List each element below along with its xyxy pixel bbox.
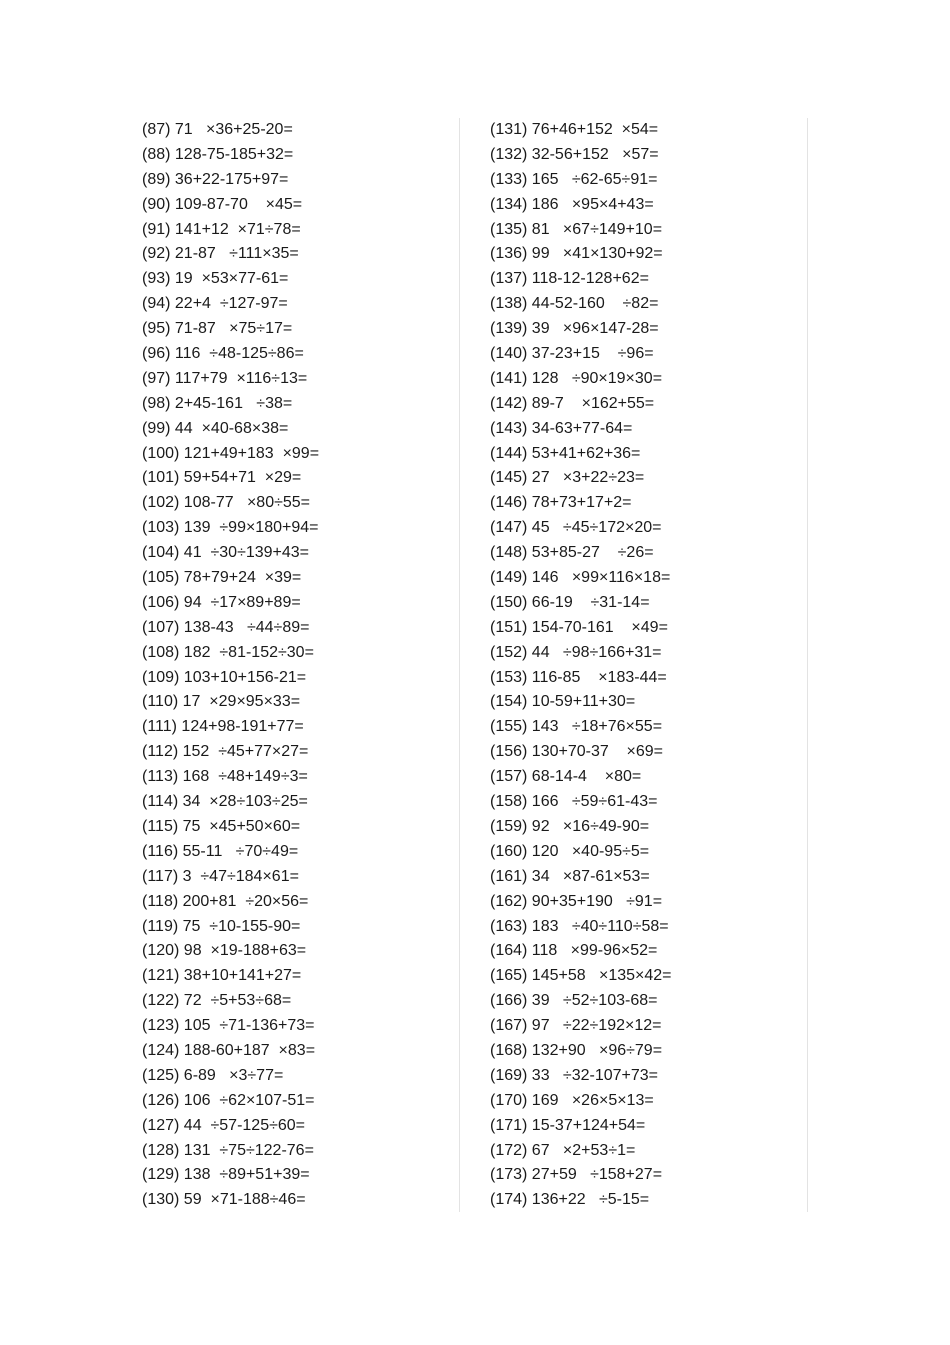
arithmetic-problem: (132) 32-56+152 ×57= xyxy=(490,145,659,163)
arithmetic-problem: (141) 128 ÷90×19×30= xyxy=(490,369,663,387)
arithmetic-problem: (142) 89-7 ×162+55= xyxy=(490,394,655,412)
arithmetic-problem: (106) 94 ÷17×89+89= xyxy=(142,593,301,611)
arithmetic-problem: (108) 182 ÷81-152÷30= xyxy=(142,643,314,661)
arithmetic-problem: (93) 19 ×53×77-61= xyxy=(142,270,289,288)
arithmetic-problem: (147) 45 ÷45÷172×20= xyxy=(490,519,662,537)
arithmetic-problem: (89) 36+22-175+97= xyxy=(142,170,289,188)
arithmetic-problem: (150) 66-19 ÷31-14= xyxy=(490,593,650,611)
arithmetic-problem: (95) 71-87 ×75÷17= xyxy=(142,320,293,338)
arithmetic-problem: (154) 10-59+11+30= xyxy=(490,693,636,711)
arithmetic-problem: (109) 103+10+156-21= xyxy=(142,668,307,686)
arithmetic-problem: (104) 41 ÷30÷139+43= xyxy=(142,544,310,562)
arithmetic-problem: (101) 59+54+71 ×29= xyxy=(142,469,302,487)
arithmetic-problem: (127) 44 ÷57-125÷60= xyxy=(142,1116,306,1134)
arithmetic-problem: (118) 200+81 ÷20×56= xyxy=(142,892,309,910)
arithmetic-problem: (115) 75 ×45+50×60= xyxy=(142,817,301,835)
arithmetic-problem: (152) 44 ÷98÷166+31= xyxy=(490,643,662,661)
arithmetic-problem: (155) 143 ÷18+76×55= xyxy=(490,718,663,736)
arithmetic-problem: (126) 106 ÷62×107-51= xyxy=(142,1091,315,1109)
arithmetic-problem: (112) 152 ÷45+77×27= xyxy=(142,743,309,761)
arithmetic-problem: (124) 188-60+187 ×83= xyxy=(142,1041,316,1059)
arithmetic-problem: (153) 116-85 ×183-44= xyxy=(490,668,667,686)
arithmetic-problem: (110) 17 ×29×95×33= xyxy=(142,693,301,711)
arithmetic-problem: (107) 138-43 ÷44÷89= xyxy=(142,618,310,636)
arithmetic-problem: (97) 117+79 ×116÷13= xyxy=(142,369,308,387)
arithmetic-problem: (163) 183 ÷40÷110÷58= xyxy=(490,917,669,935)
arithmetic-problem: (123) 105 ÷71-136+73= xyxy=(142,1017,315,1035)
arithmetic-problem: (100) 121+49+183 ×99= xyxy=(142,444,320,462)
arithmetic-problem: (113) 168 ÷48+149÷3= xyxy=(142,768,308,786)
arithmetic-problem: (99) 44 ×40-68×38= xyxy=(142,419,289,437)
arithmetic-problem: (138) 44-52-160 ÷82= xyxy=(490,295,659,313)
arithmetic-problem: (170) 169 ×26×5×13= xyxy=(490,1091,654,1109)
arithmetic-problem: (105) 78+79+24 ×39= xyxy=(142,569,302,587)
arithmetic-problem: (167) 97 ÷22÷192×12= xyxy=(490,1017,662,1035)
arithmetic-problem: (143) 34-63+77-64= xyxy=(490,419,633,437)
arithmetic-problem: (149) 146 ×99×116×18= xyxy=(490,569,671,587)
arithmetic-problem: (144) 53+41+62+36= xyxy=(490,444,641,462)
arithmetic-problem: (130) 59 ×71-188÷46= xyxy=(142,1191,306,1209)
arithmetic-problem: (88) 128-75-185+32= xyxy=(142,145,294,163)
arithmetic-problem: (94) 22+4 ÷127-97= xyxy=(142,295,288,313)
arithmetic-problem: (120) 98 ×19-188+63= xyxy=(142,942,307,960)
arithmetic-problem: (98) 2+45-161 ÷38= xyxy=(142,394,293,412)
arithmetic-problem: (145) 27 ×3+22÷23= xyxy=(490,469,645,487)
arithmetic-problem: (156) 130+70-37 ×69= xyxy=(490,743,664,761)
problem-column-right xyxy=(490,118,808,1212)
arithmetic-problem: (129) 138 ÷89+51+39= xyxy=(142,1166,310,1184)
arithmetic-problem: (173) 27+59 ÷158+27= xyxy=(490,1166,663,1184)
arithmetic-problem: (114) 34 ×28÷103÷25= xyxy=(142,793,308,811)
arithmetic-problem: (121) 38+10+141+27= xyxy=(142,967,302,985)
arithmetic-problem: (160) 120 ×40-95÷5= xyxy=(490,842,650,860)
arithmetic-problem: (171) 15-37+124+54= xyxy=(490,1116,646,1134)
arithmetic-problem: (146) 78+73+17+2= xyxy=(490,494,632,512)
arithmetic-problem: (122) 72 ÷5+53÷68= xyxy=(142,992,292,1010)
arithmetic-problem: (151) 154-70-161 ×49= xyxy=(490,618,668,636)
arithmetic-problem: (103) 139 ÷99×180+94= xyxy=(142,519,319,537)
arithmetic-problem: (96) 116 ÷48-125÷86= xyxy=(142,345,304,363)
arithmetic-problem: (134) 186 ×95×4+43= xyxy=(490,195,654,213)
arithmetic-problem: (158) 166 ÷59÷61-43= xyxy=(490,793,658,811)
arithmetic-problem: (133) 165 ÷62-65÷91= xyxy=(490,170,658,188)
arithmetic-problem: (87) 71 ×36+25-20= xyxy=(142,121,293,138)
arithmetic-problem: (148) 53+85-27 ÷26= xyxy=(490,544,654,562)
arithmetic-problem: (136) 99 ×41×130+92= xyxy=(490,245,663,263)
arithmetic-problem: (117) 3 ÷47÷184×61= xyxy=(142,867,299,885)
arithmetic-problem: (92) 21-87 ÷111×35= xyxy=(142,245,299,263)
arithmetic-problem: (137) 118-12-128+62= xyxy=(490,270,649,288)
arithmetic-problem: (128) 131 ÷75÷122-76= xyxy=(142,1141,314,1159)
arithmetic-problem: (159) 92 ×16÷49-90= xyxy=(490,817,650,835)
arithmetic-problem: (131) 76+46+152 ×54= xyxy=(490,121,659,138)
arithmetic-problem: (91) 141+12 ×71÷78= xyxy=(142,220,301,238)
arithmetic-problem: (90) 109-87-70 ×45= xyxy=(142,195,303,213)
arithmetic-problem: (140) 37-23+15 ÷96= xyxy=(490,345,654,363)
arithmetic-problem: (169) 33 ÷32-107+73= xyxy=(490,1066,659,1084)
arithmetic-problem: (111) 124+98-191+77= xyxy=(142,718,304,736)
arithmetic-problem: (119) 75 ÷10-155-90= xyxy=(142,917,301,935)
arithmetic-problem: (157) 68-14-4 ×80= xyxy=(490,768,642,786)
arithmetic-problem: (172) 67 ×2+53÷1= xyxy=(490,1141,636,1159)
arithmetic-problem: (162) 90+35+190 ÷91= xyxy=(490,892,663,910)
arithmetic-problem: (102) 108-77 ×80÷55= xyxy=(142,494,311,512)
arithmetic-problem: (164) 118 ×99-96×52= xyxy=(490,942,658,960)
arithmetic-problem: (125) 6-89 ×3÷77= xyxy=(142,1066,284,1084)
arithmetic-problem: (139) 39 ×96×147-28= xyxy=(490,320,659,338)
arithmetic-problem: (116) 55-11 ÷70÷49= xyxy=(142,842,299,860)
arithmetic-problem: (135) 81 ×67÷149+10= xyxy=(490,220,663,238)
arithmetic-problem: (168) 132+90 ×96÷79= xyxy=(490,1041,663,1059)
problem-column-left xyxy=(142,118,460,1212)
arithmetic-problem: (161) 34 ×87-61×53= xyxy=(490,867,650,885)
arithmetic-problem: (174) 136+22 ÷5-15= xyxy=(490,1191,650,1209)
arithmetic-problem: (165) 145+58 ×135×42= xyxy=(490,967,672,985)
arithmetic-problem: (166) 39 ÷52÷103-68= xyxy=(490,992,658,1010)
